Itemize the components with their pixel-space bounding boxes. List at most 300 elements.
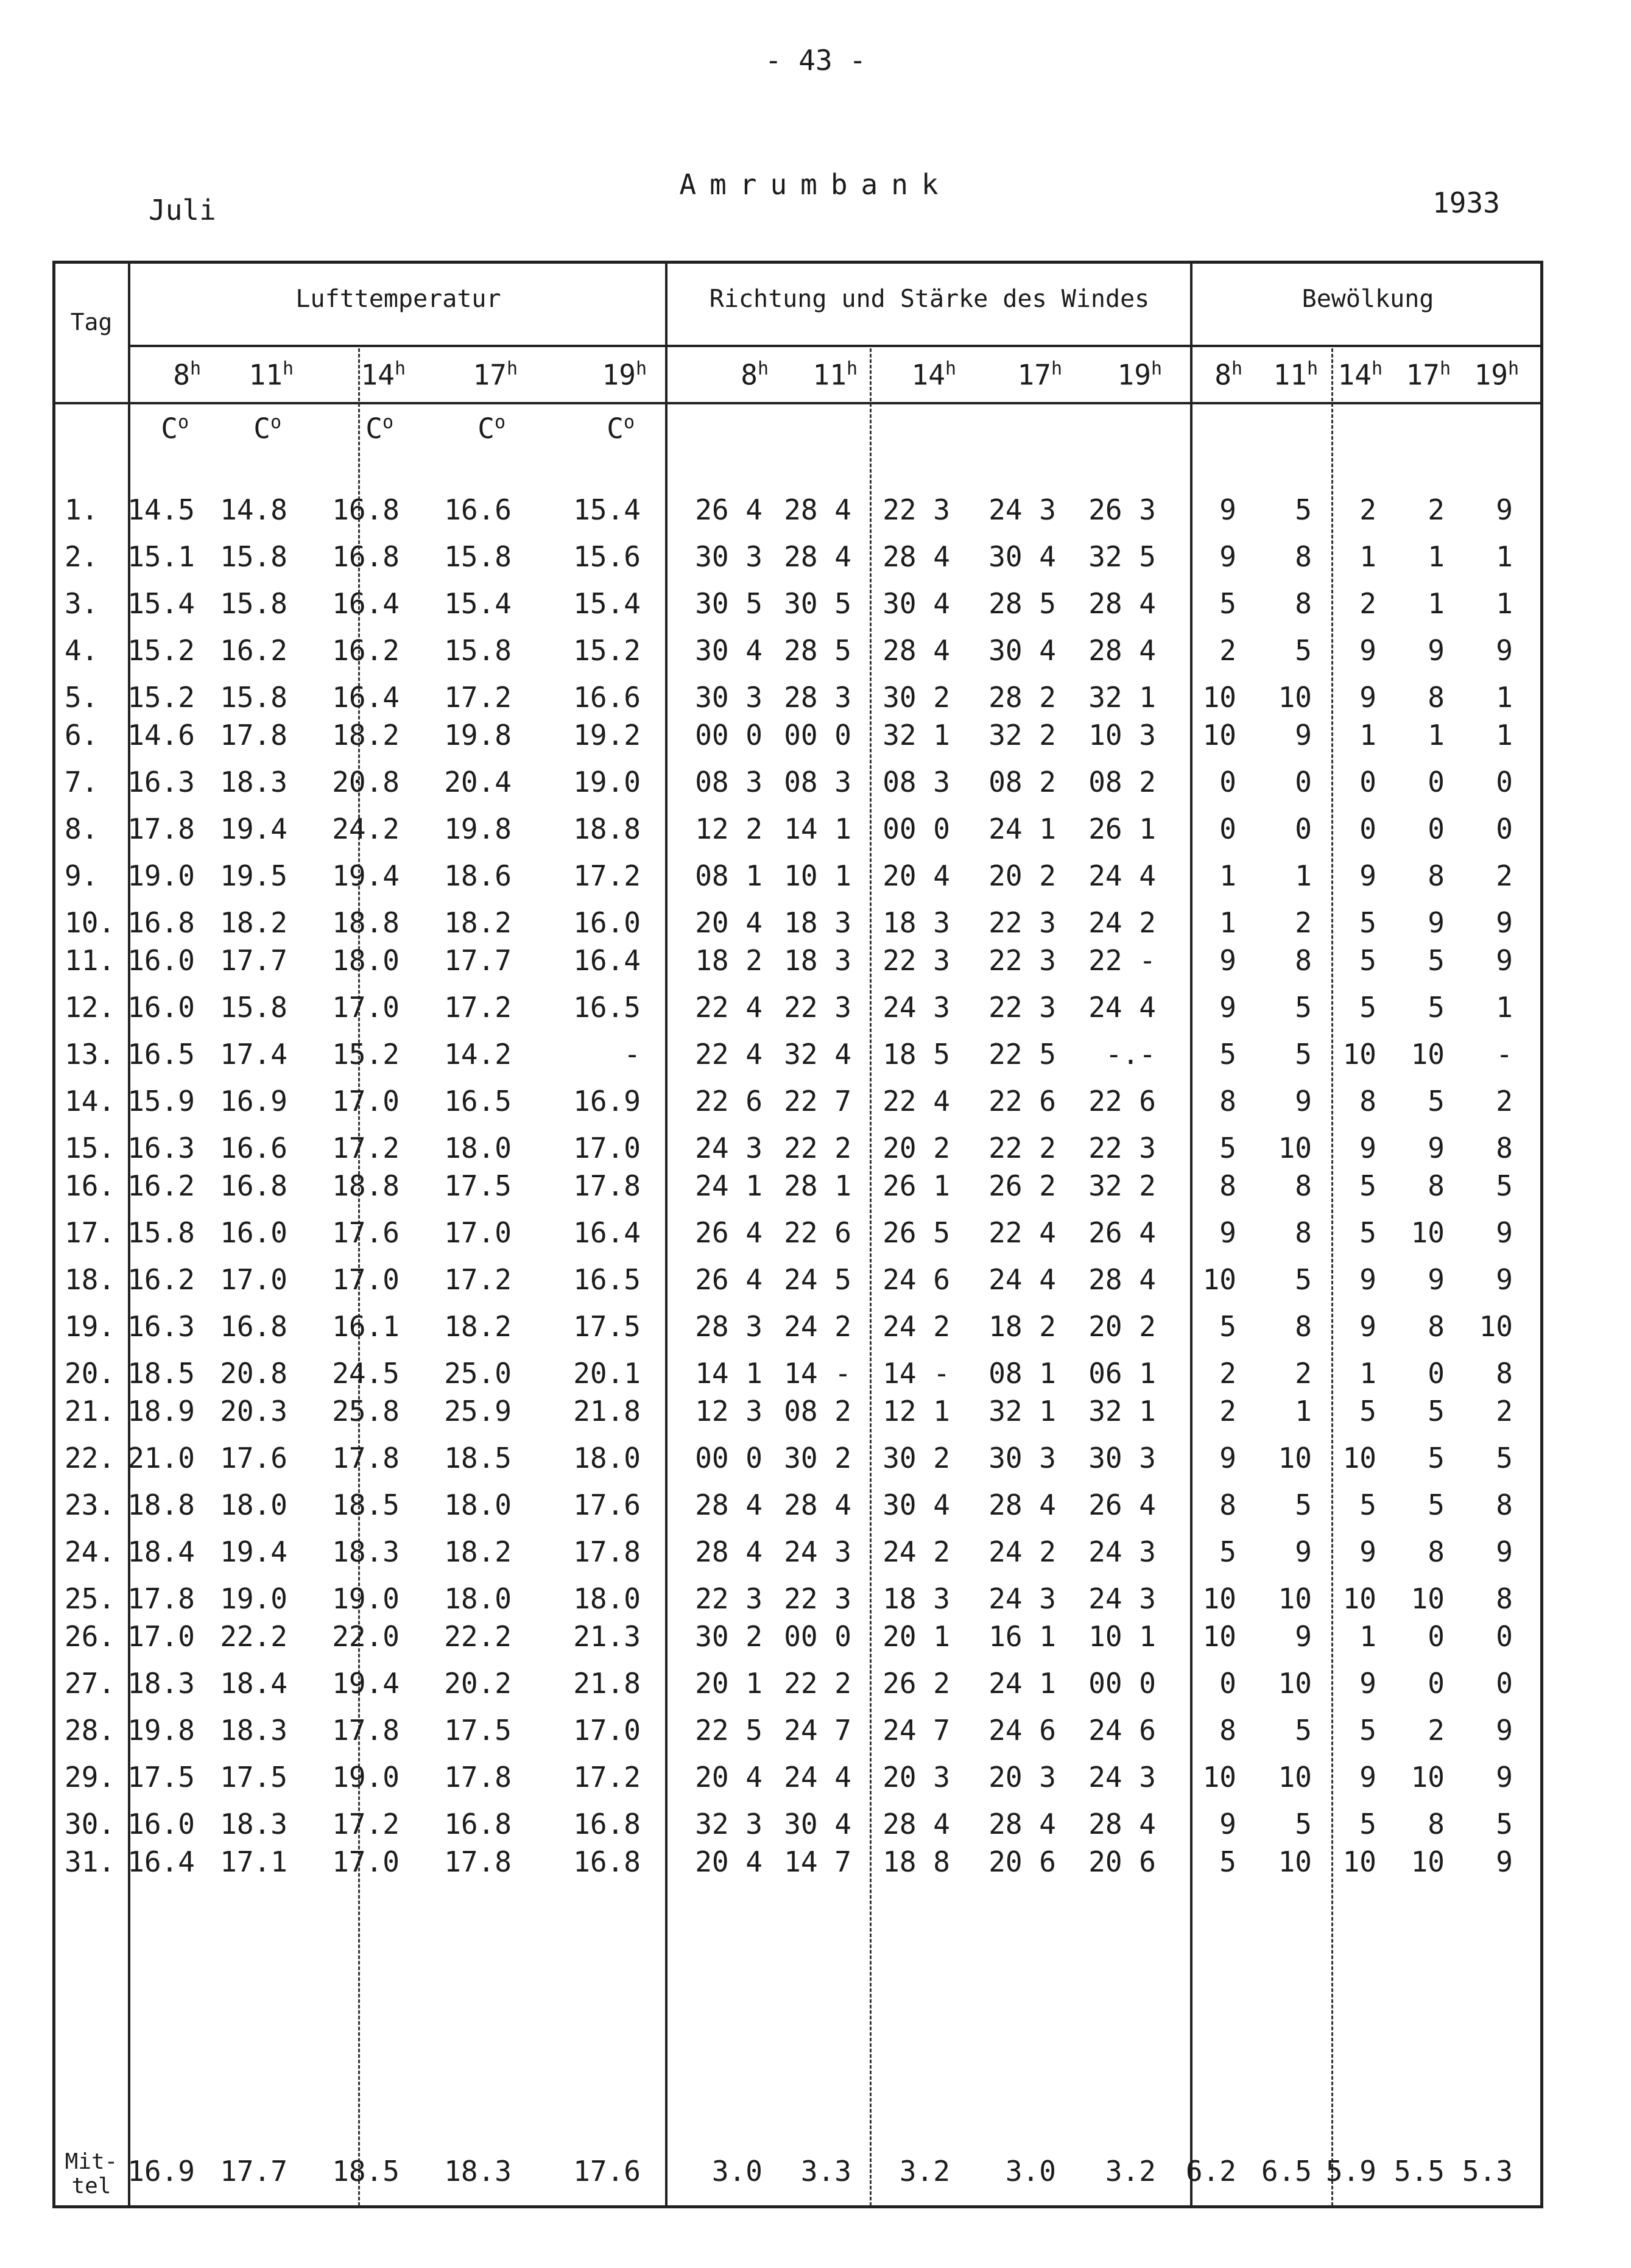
cloud-cell: 2 — [1496, 859, 1513, 892]
temp-cell: 16.0 — [220, 1216, 287, 1249]
day-label: 5. — [65, 681, 99, 714]
wind-cell: 26 4 — [1088, 1488, 1156, 1521]
wind-cell: 26 5 — [882, 1216, 950, 1249]
hour-suffix: h — [757, 358, 769, 379]
wind-cell: 10 3 — [1088, 719, 1156, 752]
temp-cell: 19.8 — [127, 1714, 195, 1747]
temp-cell: 15.2 — [332, 1038, 400, 1071]
temp-cell: 15.4 — [573, 587, 641, 620]
temp-cell: 15.1 — [127, 540, 195, 573]
cloud-cell: 8 — [1219, 1169, 1236, 1202]
header-wind: Richtung und Stärke des Windes — [709, 285, 1150, 313]
temp-cell: 20.3 — [220, 1395, 287, 1428]
wind-cell: 30 3 — [695, 540, 763, 573]
cloud-cell: 5 — [1219, 1535, 1236, 1568]
wind-cell: 18 5 — [882, 1038, 950, 1071]
temp-cell: 15.8 — [220, 587, 287, 620]
day-label: 6. — [65, 719, 99, 752]
cloud-cell: 8 — [1295, 1169, 1312, 1202]
cloud-cell: 2 — [1219, 1357, 1236, 1390]
cloud-cell: 9 — [1496, 1263, 1513, 1296]
wind-cell: 24 3 — [988, 1582, 1056, 1615]
temp-cell: 16.8 — [573, 1845, 641, 1878]
cloud-cell: 10 — [1202, 681, 1236, 714]
day-label: 8. — [65, 812, 99, 845]
cloud-cell: 5 — [1219, 1310, 1236, 1343]
cloud-cell: - — [1496, 1038, 1513, 1071]
cloud-cell: 2 — [1428, 1714, 1445, 1747]
temp-cell: 18.0 — [444, 1582, 512, 1615]
day-label: 15. — [65, 1132, 116, 1164]
temp-cell: 16.6 — [220, 1132, 287, 1164]
temp-cell: 18.2 — [444, 906, 512, 939]
station-title: Amrumbank — [679, 168, 952, 201]
cloud-cell: 5 — [1295, 634, 1312, 667]
hour-value: 14 — [911, 358, 945, 392]
temp-cell: 15.9 — [127, 1085, 195, 1118]
wind-cell: 30 2 — [882, 681, 950, 714]
wind-cell: 28 4 — [882, 540, 950, 573]
cloud-cell: 8 — [1428, 1310, 1445, 1343]
cloud-cell: 5 — [1359, 1395, 1376, 1428]
wind-cell: 24 3 — [988, 493, 1056, 526]
cloud-cell: 5 — [1359, 944, 1376, 977]
cloud-cell: 2 — [1359, 493, 1376, 526]
cloud-cell: 2 — [1219, 634, 1236, 667]
hour-suffix: h — [1371, 358, 1383, 379]
hour-value: 8 — [173, 358, 190, 392]
temp-cell: 19.4 — [332, 859, 400, 892]
cloud-cell: 5 — [1496, 1808, 1513, 1840]
wind-cell: 20 4 — [695, 1845, 763, 1878]
wind-cell: 24 2 — [988, 1535, 1056, 1568]
temp-cell: 17.8 — [127, 812, 195, 845]
temp-cell: 15.2 — [127, 634, 195, 667]
header-tag: Tag — [70, 309, 113, 336]
rule-group-header — [128, 345, 1543, 347]
wind-hour-17 — [977, 358, 1062, 391]
temp-cell: 22.2 — [444, 1620, 512, 1653]
wind-cell: 30 2 — [784, 1442, 851, 1474]
wind-cell: 20 6 — [988, 1845, 1056, 1878]
temp-cell: - — [624, 1038, 641, 1071]
temp-cell: 17.0 — [332, 1845, 400, 1878]
hour-suffix: h — [635, 358, 647, 379]
cloud-cell: 9 — [1219, 1216, 1236, 1249]
temp-cell: 25.8 — [332, 1395, 400, 1428]
temp-cell: 14.8 — [220, 493, 287, 526]
header-temperature: Lufttemperatur — [295, 285, 501, 313]
temp-cell: 17.8 — [444, 1761, 512, 1794]
wind-cell: 26 4 — [1088, 1216, 1156, 1249]
temp-cell: 18.2 — [332, 719, 400, 752]
cloud-cell: 8 — [1219, 1488, 1236, 1521]
wind-cell: 24 3 — [1088, 1761, 1156, 1794]
temp-cell: 16.4 — [332, 587, 400, 620]
wind-cell: 20 3 — [882, 1761, 950, 1794]
mean-wind-cell: 3.0 — [711, 2155, 763, 2188]
wind-cell: 32 1 — [1088, 681, 1156, 714]
temp-unit-19 — [562, 412, 635, 445]
cloud-cell: 1 — [1359, 719, 1376, 752]
wind-cell: 20 6 — [1088, 1845, 1156, 1878]
wind-cell: 32 2 — [988, 719, 1056, 752]
wind-cell: 12 3 — [695, 1395, 763, 1428]
cloud-cell: 9 — [1295, 719, 1312, 752]
wind-cell: -.- — [1105, 1038, 1156, 1071]
temp-cell: 18.0 — [220, 1488, 287, 1521]
temp-cell: 17.8 — [127, 1582, 195, 1615]
cloud-cell: 9 — [1295, 1535, 1312, 1568]
cloud-cell: 1 — [1359, 540, 1376, 573]
cloud-cell: 1 — [1496, 587, 1513, 620]
cloud-cell: 0 — [1428, 1357, 1445, 1390]
wind-cell: 24 7 — [882, 1714, 950, 1747]
wind-cell: 28 5 — [988, 587, 1056, 620]
temp-cell: 17.8 — [332, 1714, 400, 1747]
cloud-cell: 5 — [1295, 991, 1312, 1024]
cloud-cell: 8 — [1295, 944, 1312, 977]
wind-cell: 18 8 — [882, 1845, 950, 1878]
temp-cell: 16.9 — [573, 1085, 641, 1118]
wind-cell: 32 3 — [695, 1808, 763, 1840]
temp-cell: 16.8 — [127, 906, 195, 939]
temp-cell: 16.9 — [220, 1085, 287, 1118]
temp-hour-19 — [562, 358, 647, 391]
wind-cell: 30 4 — [695, 634, 763, 667]
temp-cell: 18.3 — [332, 1535, 400, 1568]
temp-cell: 18.6 — [444, 859, 512, 892]
temp-cell: 14.6 — [127, 719, 195, 752]
temp-cell: 18.2 — [220, 906, 287, 939]
cloud-cell: 8 — [1295, 1310, 1312, 1343]
wind-cell: 24 3 — [1088, 1582, 1156, 1615]
temp-cell: 19.0 — [573, 766, 641, 798]
wind-cell: 30 3 — [988, 1442, 1056, 1474]
wind-cell: 22 6 — [988, 1085, 1056, 1118]
temp-cell: 17.2 — [444, 991, 512, 1024]
cloud-cell: 1 — [1496, 540, 1513, 573]
wind-cell: 20 4 — [695, 1761, 763, 1794]
cloud-cell: 10 — [1278, 1761, 1312, 1794]
wind-cell: 08 3 — [784, 766, 851, 798]
wind-cell: 30 2 — [695, 1620, 763, 1653]
wind-cell: 30 3 — [1088, 1442, 1156, 1474]
temp-cell: 21.8 — [573, 1667, 641, 1700]
day-label: 21. — [65, 1395, 116, 1428]
cloud-cell: 1 — [1219, 859, 1236, 892]
cloud-cell: 8 — [1496, 1488, 1513, 1521]
temp-cell: 18.0 — [444, 1488, 512, 1521]
temp-cell: 18.8 — [573, 812, 641, 845]
wind-cell: 22 3 — [988, 944, 1056, 977]
day-label: 22. — [65, 1442, 116, 1474]
temp-cell: 19.4 — [220, 812, 287, 845]
cloud-cell: 8 — [1428, 681, 1445, 714]
temp-cell: 17.7 — [444, 944, 512, 977]
wind-cell: 30 3 — [695, 681, 763, 714]
cloud-cell: 10 — [1342, 1582, 1376, 1615]
temp-cell: 17.2 — [332, 1132, 400, 1164]
wind-cell: 08 2 — [988, 766, 1056, 798]
wind-cell: 14 - — [882, 1357, 950, 1390]
temp-cell: 19.2 — [573, 719, 641, 752]
cloud-cell: 9 — [1428, 1132, 1445, 1164]
cloud-cell: 9 — [1359, 1310, 1376, 1343]
wind-cell: 18 2 — [988, 1310, 1056, 1343]
cloud-cell: 9 — [1359, 1535, 1376, 1568]
cloud-cell: 9 — [1295, 1085, 1312, 1118]
wind-cell: 24 4 — [988, 1263, 1056, 1296]
cloud-cell: 10 — [1411, 1038, 1445, 1071]
clouds-hour-8 — [1157, 358, 1242, 391]
cloud-cell: 0 — [1496, 812, 1513, 845]
temp-cell: 17.2 — [573, 859, 641, 892]
wind-cell: 22 - — [1088, 944, 1156, 977]
temp-unit-8 — [116, 412, 189, 445]
cloud-cell: 1 — [1295, 859, 1312, 892]
wind-cell: 28 4 — [988, 1488, 1056, 1521]
cloud-cell: 10 — [1278, 1582, 1312, 1615]
cloud-cell: 5 — [1428, 991, 1445, 1024]
mean-wind-cell: 3.2 — [899, 2155, 950, 2188]
cloud-cell: 9 — [1496, 1714, 1513, 1747]
cloud-cell: 9 — [1496, 1845, 1513, 1878]
temp-cell: 18.8 — [127, 1488, 195, 1521]
temp-cell: 17.0 — [444, 1216, 512, 1249]
cloud-cell: 9 — [1219, 1442, 1236, 1474]
cloud-cell: 5 — [1359, 1808, 1376, 1840]
cloud-cell: 1 — [1359, 1620, 1376, 1653]
cloud-cell: 8 — [1295, 1216, 1312, 1249]
wind-cell: 30 4 — [882, 587, 950, 620]
temp-cell: 19.8 — [444, 812, 512, 845]
cloud-cell: 9 — [1496, 1216, 1513, 1249]
wind-cell: 24 5 — [784, 1263, 851, 1296]
cloud-cell: 0 — [1496, 766, 1513, 798]
hour-value: 19 — [602, 358, 636, 392]
temp-cell: 18.3 — [220, 1714, 287, 1747]
cloud-cell: 5 — [1428, 1085, 1445, 1118]
temp-cell: 17.6 — [573, 1488, 641, 1521]
cloud-cell: 9 — [1428, 1263, 1445, 1296]
wind-cell: 26 4 — [695, 493, 763, 526]
hour-value: 14 — [1337, 358, 1372, 392]
cloud-cell: 8 — [1496, 1582, 1513, 1615]
hour-suffix: h — [394, 358, 406, 379]
wind-cell: 22 4 — [695, 1038, 763, 1071]
temp-cell: 18.2 — [444, 1535, 512, 1568]
temp-cell: 19.4 — [332, 1667, 400, 1700]
temp-cell: 17.1 — [220, 1845, 287, 1878]
cloud-cell: 5 — [1359, 991, 1376, 1024]
wind-cell: 24 4 — [784, 1761, 851, 1794]
wind-cell: 24 1 — [988, 812, 1056, 845]
temp-cell: 20.8 — [332, 766, 400, 798]
cloud-cell: 5 — [1428, 1442, 1445, 1474]
wind-cell: 00 0 — [784, 1620, 851, 1653]
mean-cloud-cell: 5.5 — [1393, 2155, 1445, 2188]
hour-value: 11 — [1273, 358, 1307, 392]
cloud-cell: 5 — [1295, 1714, 1312, 1747]
mean-cloud-cell: 6.5 — [1261, 2155, 1312, 2188]
wind-cell: 16 1 — [988, 1620, 1056, 1653]
temp-cell: 17.0 — [332, 991, 400, 1024]
temp-cell: 19.0 — [332, 1761, 400, 1794]
cloud-cell: 9 — [1496, 634, 1513, 667]
wind-cell: 24 6 — [988, 1714, 1056, 1747]
temp-cell: 22.0 — [332, 1620, 400, 1653]
cloud-cell: 5 — [1359, 1714, 1376, 1747]
cloud-cell: 0 — [1428, 766, 1445, 798]
cloud-cell: 9 — [1219, 540, 1236, 573]
temp-cell: 16.5 — [127, 1038, 195, 1071]
wind-cell: 22 3 — [882, 493, 950, 526]
hour-value: 19 — [1117, 358, 1151, 392]
cloud-cell: 9 — [1219, 1808, 1236, 1840]
temp-cell: 16.2 — [220, 634, 287, 667]
cloud-cell: 0 — [1428, 1667, 1445, 1700]
temp-cell: 14.5 — [127, 493, 195, 526]
unit-letter: C — [477, 412, 495, 445]
cloud-cell: 8 — [1219, 1085, 1236, 1118]
wind-cell: 20 1 — [695, 1667, 763, 1700]
wind-cell: 12 2 — [695, 812, 763, 845]
cloud-cell: 2 — [1428, 493, 1445, 526]
cloud-cell: 9 — [1496, 906, 1513, 939]
day-label: 1. — [65, 493, 99, 526]
cloud-cell: 8 — [1428, 1169, 1445, 1202]
cloud-cell: 0 — [1428, 1620, 1445, 1653]
mean-wind-cell: 3.0 — [1005, 2155, 1056, 2188]
cloud-cell: 0 — [1295, 766, 1312, 798]
temp-cell: 16.3 — [127, 1310, 195, 1343]
temp-cell: 16.4 — [332, 681, 400, 714]
wind-cell: 30 4 — [882, 1488, 950, 1521]
temp-cell: 18.9 — [127, 1395, 195, 1428]
temp-cell: 19.5 — [220, 859, 287, 892]
cloud-cell: 9 — [1359, 1667, 1376, 1700]
cloud-cell: 0 — [1359, 766, 1376, 798]
temp-cell: 19.0 — [332, 1582, 400, 1615]
temp-cell: 21.8 — [573, 1395, 641, 1428]
wind-cell: 00 0 — [882, 812, 950, 845]
cloud-cell: 10 — [1411, 1216, 1445, 1249]
cloud-cell: 9 — [1359, 1132, 1376, 1164]
day-label: 28. — [65, 1714, 116, 1747]
cloud-cell: 5 — [1295, 1038, 1312, 1071]
wind-cell: 28 4 — [784, 493, 851, 526]
wind-cell: 22 3 — [882, 944, 950, 977]
wind-cell: 28 5 — [784, 634, 851, 667]
year-label: 1933 — [1432, 186, 1500, 219]
cloud-cell: 5 — [1359, 906, 1376, 939]
temp-cell: 19.8 — [444, 719, 512, 752]
wind-cell: 30 4 — [988, 634, 1056, 667]
wind-cell: 24 3 — [1088, 1535, 1156, 1568]
temp-cell: 18.3 — [127, 1667, 195, 1700]
day-label: 2. — [65, 540, 99, 573]
temp-cell: 16.0 — [573, 906, 641, 939]
temp-unit-11 — [208, 412, 281, 445]
mean-label-line1: Mit- — [65, 2149, 118, 2174]
cloud-cell: 5 — [1295, 493, 1312, 526]
wind-cell: 20 4 — [695, 906, 763, 939]
temp-cell: 16.8 — [444, 1808, 512, 1840]
wind-cell: 24 3 — [695, 1132, 763, 1164]
wind-cell: 28 4 — [988, 1808, 1056, 1840]
wind-cell: 28 4 — [882, 1808, 950, 1840]
hour-suffix: h — [1051, 358, 1062, 379]
temp-cell: 20.4 — [444, 766, 512, 798]
wind-cell: 00 0 — [1088, 1667, 1156, 1700]
wind-cell: 22 7 — [784, 1085, 851, 1118]
temp-cell: 16.0 — [127, 944, 195, 977]
temp-cell: 22.2 — [220, 1620, 287, 1653]
cloud-cell: 8 — [1295, 587, 1312, 620]
cloud-cell: 5 — [1359, 1216, 1376, 1249]
wind-cell: 32 1 — [988, 1395, 1056, 1428]
cloud-cell: 10 — [1342, 1038, 1376, 1071]
wind-cell: 20 1 — [882, 1620, 950, 1653]
cloud-cell: 9 — [1496, 944, 1513, 977]
hour-suffix: h — [1150, 358, 1162, 379]
temp-cell: 16.0 — [127, 1808, 195, 1840]
temp-cell: 16.8 — [332, 540, 400, 573]
wind-cell: 24 4 — [1088, 859, 1156, 892]
cloud-cell: 2 — [1219, 1395, 1236, 1428]
temp-cell: 17.5 — [444, 1169, 512, 1202]
wind-cell: 18 3 — [784, 906, 851, 939]
temp-cell: 24.2 — [332, 812, 400, 845]
cloud-cell: 10 — [1411, 1582, 1445, 1615]
wind-cell: 24 3 — [882, 991, 950, 1024]
wind-cell: 14 1 — [695, 1357, 763, 1390]
cloud-cell: 8 — [1428, 1808, 1445, 1840]
wind-cell: 28 4 — [1088, 587, 1156, 620]
cloud-cell: 2 — [1295, 906, 1312, 939]
cloud-cell: 10 — [1411, 1761, 1445, 1794]
wind-cell: 32 1 — [1088, 1395, 1156, 1428]
unit-letter: C — [607, 412, 624, 445]
wind-cell: 26 2 — [988, 1169, 1056, 1202]
temp-cell: 17.4 — [220, 1038, 287, 1071]
mean-temp-cell: 17.7 — [220, 2155, 287, 2188]
cloud-cell: 9 — [1359, 681, 1376, 714]
temp-cell: 16.4 — [127, 1845, 195, 1878]
temp-cell: 17.8 — [220, 719, 287, 752]
temp-cell: 19.0 — [220, 1582, 287, 1615]
temp-cell: 15.8 — [127, 1216, 195, 1249]
cloud-cell: 5 — [1496, 1442, 1513, 1474]
temp-cell: 17.8 — [444, 1845, 512, 1878]
hour-value: 11 — [812, 358, 847, 392]
cloud-cell: 1 — [1496, 719, 1513, 752]
cloud-cell: 0 — [1428, 812, 1445, 845]
temp-cell: 18.4 — [220, 1667, 287, 1700]
wind-cell: 22 3 — [988, 991, 1056, 1024]
mean-cloud-cell: 5.3 — [1462, 2155, 1513, 2188]
temp-cell: 20.2 — [444, 1667, 512, 1700]
temp-cell: 25.9 — [444, 1395, 512, 1428]
wind-cell: 08 3 — [882, 766, 950, 798]
cloud-cell: 0 — [1295, 812, 1312, 845]
temp-cell: 16.0 — [127, 991, 195, 1024]
wind-cell: 24 6 — [1088, 1714, 1156, 1747]
temp-cell: 16.8 — [220, 1310, 287, 1343]
hour-suffix: h — [282, 358, 294, 379]
temp-cell: 17.5 — [127, 1761, 195, 1794]
